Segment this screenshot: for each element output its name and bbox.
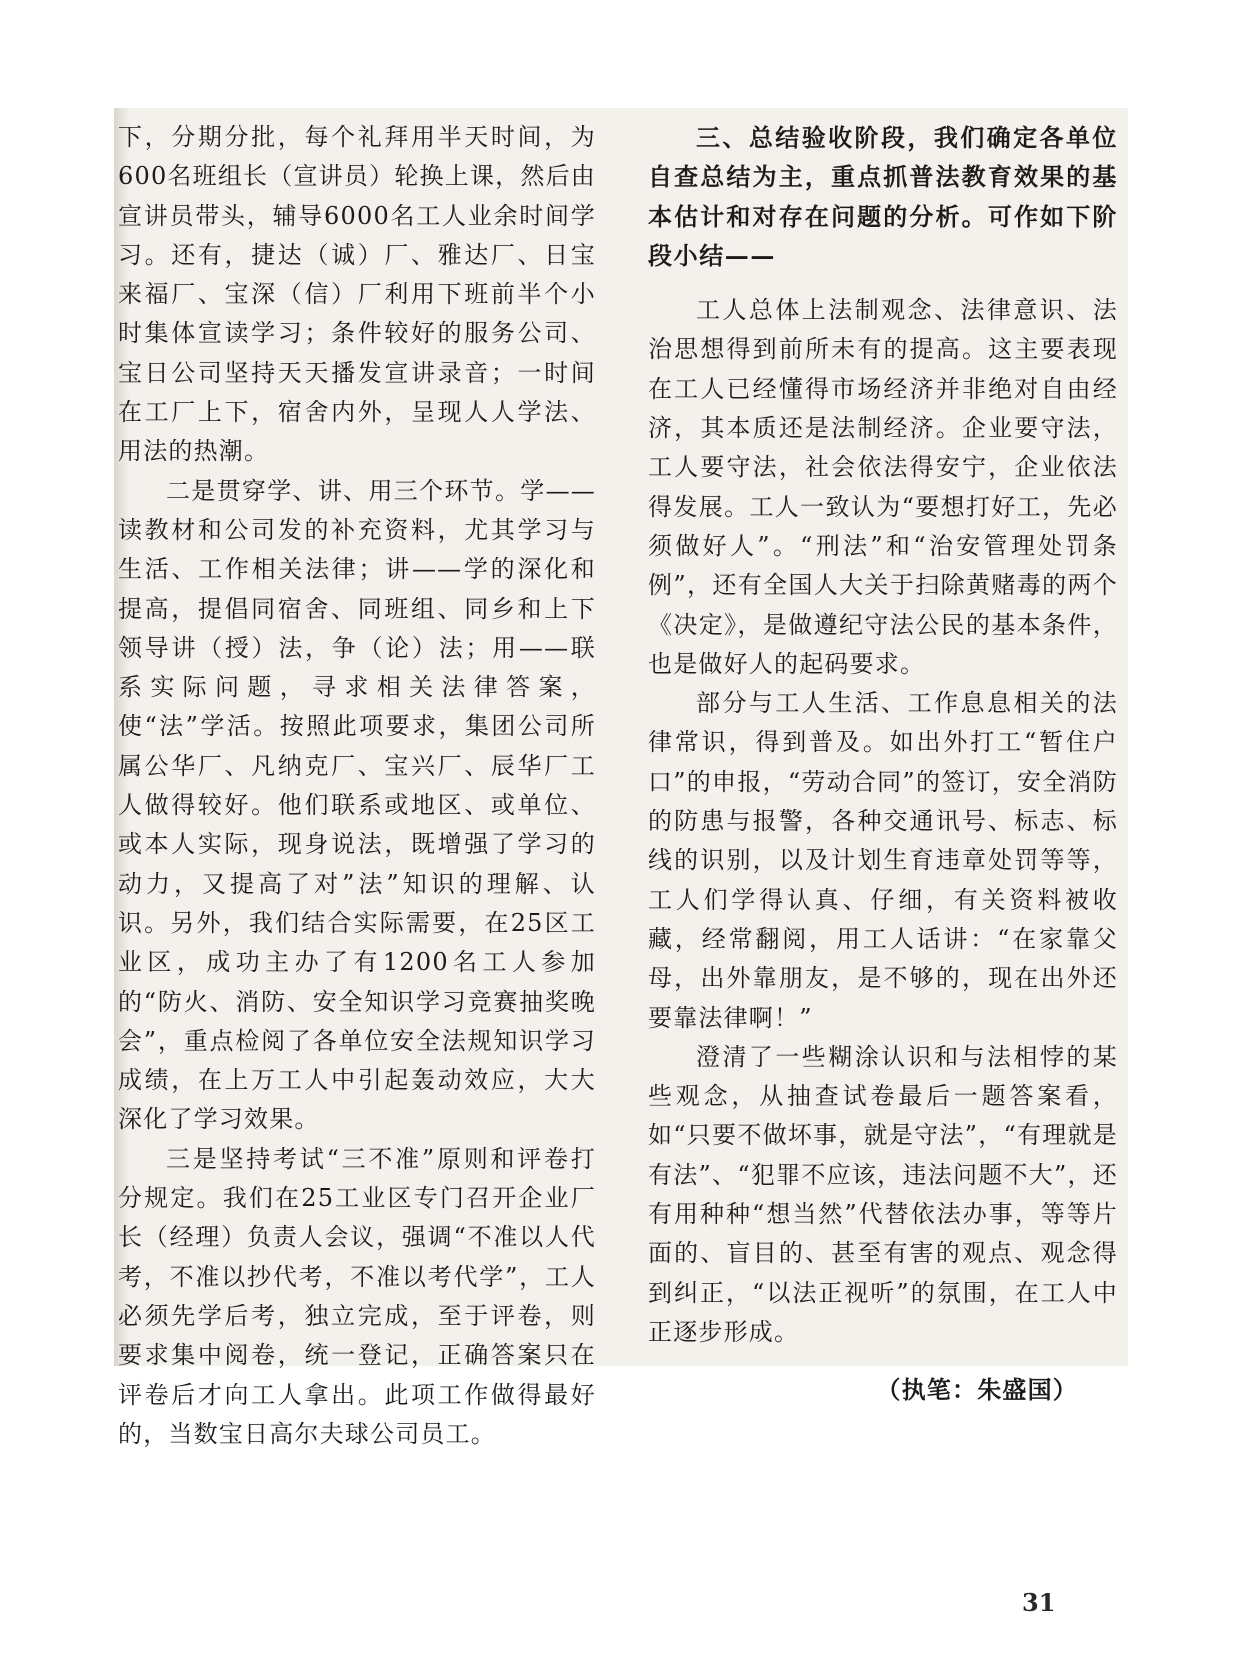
- author-credit: （执笔：朱盛国）: [876, 1375, 1078, 1405]
- spacer: [648, 275, 1118, 291]
- paragraph: 三是坚持考试“三不准”原则和评卷打分规定。我们在25工业区专门召开企业厂长（经理）负责人会议，强调“不准以人代考，不准以抄代考，不准以考代学”，工人必须先学后考，独立完成，至于评卷，则要求集中阅卷，统一登记，正确答案只在评卷后才向工人拿出。此项工作做得最好的，当数宝日高尔夫球公司员工。: [118, 1144, 596, 1448]
- paragraph: 澄清了一些糊涂认识和与法相悖的某些观念，从抽查试卷最后一题答案看，如“只要不做坏事，就是守法”，“有理就是有法”、“犯罪不应该，违法问题不大”，还有用种种“想当然”代替依法办事，等等片面的、盲目的、甚至有害的观点、观念得到纠正，“以法正视听”的氛围，在工人中正逐步形成。: [648, 1042, 1118, 1346]
- left-text-column: [118, 118, 596, 1454]
- paragraph: 下，分期分批，每个礼拜用半天时间，为600名班组长（宣讲员）轮换上课，然后由宣讲员带头，辅导6000名工人业余时间学习。还有，捷达（诚）厂、雅达厂、日宝来福厂、宝深（信）厂利用下班前半个小时集体宣读学习；条件较好的服务公司、宝日公司坚持天天播发宣讲录音；一时间在工厂上下，宿舍内外，呈现人人学法、用法的热潮。: [118, 123, 596, 466]
- page-number: 31: [1022, 1588, 1056, 1617]
- section-heading-paragraph: 三、总结验收阶段，我们确定各单位自查总结为主，重点抓普法教育效果的基本估计和对存在问题的分析。可作如下阶段小结——: [648, 123, 1118, 270]
- paragraph: 工人总体上法制观念、法律意识、法治思想得到前所未有的提高。这主要表现在工人已经懂得市场经济并非绝对自由经济，其本质还是法制经济。企业要守法，工人要守法，社会依法得安宁，企业依法得发展。工人一致认为“要想打好工，先必须做好人”。“刑法”和“治安管理处罚条例”，还有全国人大关于扫除黄赌毒的两个《决定》，是做遵纪守法公民的基本条件，也是做好人的起码要求。: [648, 296, 1118, 678]
- paragraph: 部分与工人生活、工作息息相关的法律常识，得到普及。如出外打工“暂住户口”的申报，“劳动合同”的签订，安全消防的防患与报警，各种交通讯号、标志、标线的识别，以及计划生育违章处罚等等，工人们学得认真、仔细，有关资料被收藏，经常翻阅，用工人话讲：“在家靠父母，出外靠朋友，是不够的，现在出外还要靠法律啊！”: [648, 689, 1118, 1032]
- paragraph: 二是贯穿学、讲、用三个环节。学——读教材和公司发的补充资料，尤其学习与生活、工作相关法律；讲——学的深化和提高，提倡同宿舍、同班组、同乡和上下领导讲（授）法，争（论）法；用——联系实际问题，寻求相关法律答案，使“法”学活。按照此项要求，集团公司所属公华厂、凡纳克厂、宝兴厂、辰华厂工人做得较好。他们联系或地区、或单位、或本人实际，现身说法，既增强了学习的动力，又提高了对”法”知识的理解、认识。另外，我们结合实际需要，在25区工业区，成功主办了有1200名工人参加的“防火、消防、安全知识学习竞赛抽奖晚会”，重点检阅了各单位安全法规知识学习成绩，在上万工人中引起轰动效应，大大深化了学习效果。: [118, 476, 596, 1134]
- right-text-column: [648, 118, 1118, 1410]
